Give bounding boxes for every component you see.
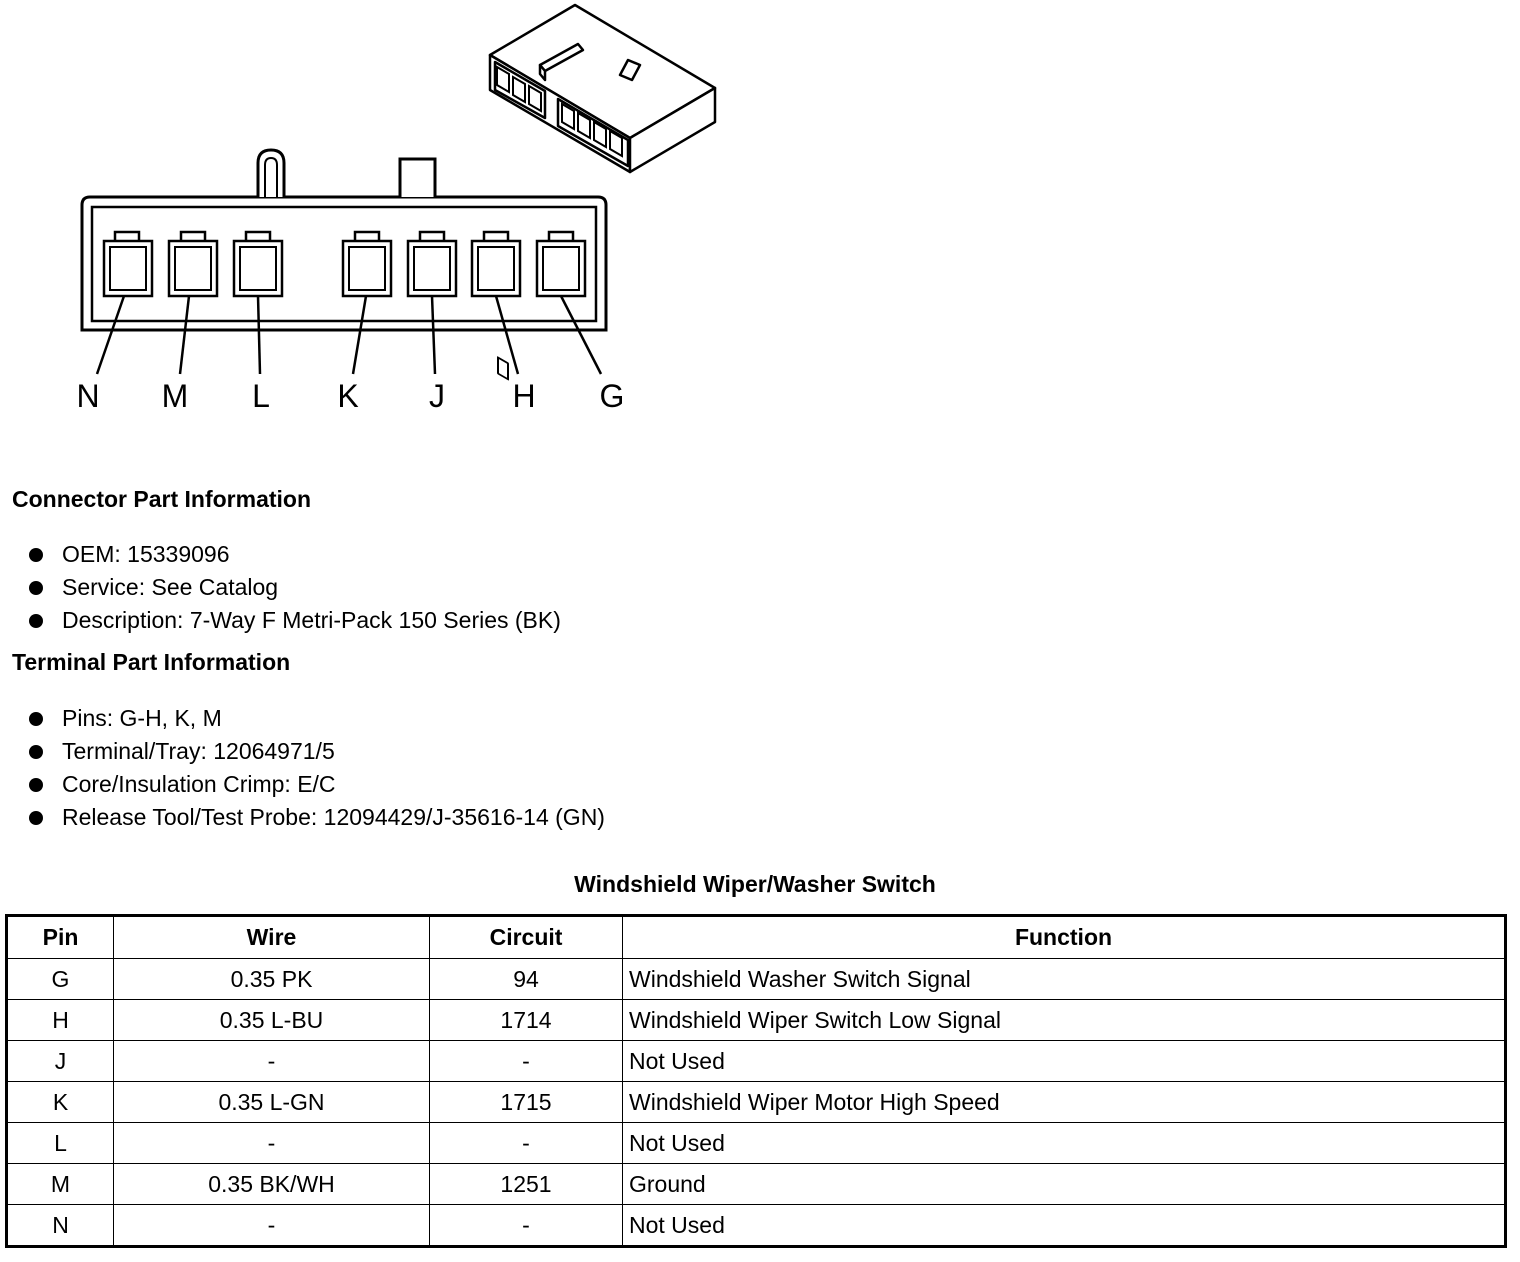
terminal-info-item: Pins: G-H, K, M [0, 702, 605, 735]
column-header-wire: Wire [114, 916, 430, 959]
wire-cell: - [114, 1041, 430, 1082]
wire-cell: 0.35 PK [114, 959, 430, 1000]
pin-label-g: G [599, 378, 625, 414]
wire-cell: - [114, 1123, 430, 1164]
pin-cell: J [7, 1041, 114, 1082]
table-row [7, 1041, 1506, 1082]
connector-info-heading: Connector Part Information [12, 486, 312, 512]
circuit-cell: 1714 [430, 1000, 623, 1041]
pin-label-h: H [512, 378, 536, 414]
pin-cell: G [7, 959, 114, 1000]
function-cell: Windshield Wiper Motor High Speed [623, 1082, 1506, 1123]
column-header-circuit: Circuit [430, 916, 623, 959]
table-title: Windshield Wiper/Washer Switch [574, 871, 936, 897]
connector-info-item: OEM: 15339096 [0, 538, 561, 571]
circuit-cell: - [430, 1205, 623, 1247]
column-header-function: Function [623, 916, 1506, 959]
cavity-n [104, 232, 152, 296]
function-cell: Windshield Washer Switch Signal [623, 959, 1506, 1000]
terminal-info-item: Core/Insulation Crimp: E/C [0, 768, 605, 801]
connector-info-list [0, 538, 561, 637]
cavity-g [537, 232, 585, 296]
function-cell: Not Used [623, 1041, 1506, 1082]
wire-cell: 0.35 BK/WH [114, 1164, 430, 1205]
cavity-k [343, 232, 391, 296]
terminal-info-heading: Terminal Part Information [12, 649, 291, 675]
function-cell: Not Used [623, 1123, 1506, 1164]
connector-info-item: Service: See Catalog [0, 571, 561, 604]
table-row [7, 1123, 1506, 1164]
connector-info-item: Description: 7-Way F Metri-Pack 150 Series (BK) [0, 604, 561, 637]
table-row [7, 959, 1506, 1000]
cavity-l [234, 232, 282, 296]
circuit-cell: 1251 [430, 1164, 623, 1205]
pin-leader-lines [97, 296, 601, 374]
pin-cell: K [7, 1082, 114, 1123]
table-row [7, 1164, 1506, 1205]
terminal-info-list [0, 702, 605, 834]
circuit-cell: 94 [430, 959, 623, 1000]
pin-labels [76, 378, 624, 414]
pin-label-n: N [76, 378, 100, 414]
circuit-cell: - [430, 1123, 623, 1164]
pin-cell: H [7, 1000, 114, 1041]
column-header-pin: Pin [7, 916, 114, 959]
cavity-m [169, 232, 217, 296]
pin-cell: N [7, 1205, 114, 1247]
function-cell: Ground [623, 1164, 1506, 1205]
pin-label-m: M [161, 378, 189, 414]
wire-cell: - [114, 1205, 430, 1247]
circuit-cell: - [430, 1041, 623, 1082]
circuit-cell: 1715 [430, 1082, 623, 1123]
table-row [7, 1000, 1506, 1041]
function-cell: Windshield Wiper Switch Low Signal [623, 1000, 1506, 1041]
pin-label-l: L [252, 378, 270, 414]
terminal-info-item: Release Tool/Test Probe: 12094429/J-35616-14 (GN) [0, 801, 605, 834]
pin-cell: L [7, 1123, 114, 1164]
wire-cell: 0.35 L-BU [114, 1000, 430, 1041]
connector-3d-view [490, 5, 715, 379]
table-row [7, 1082, 1506, 1123]
cavity-h [472, 232, 520, 296]
terminal-cavities [104, 232, 585, 296]
table-header-row [7, 916, 1506, 959]
terminal-info-item: Terminal/Tray: 12064971/5 [0, 735, 605, 768]
table-row [7, 1205, 1506, 1247]
pin-label-j: J [429, 378, 445, 414]
wire-cell: 0.35 L-GN [114, 1082, 430, 1123]
pin-cell: M [7, 1164, 114, 1205]
cavity-j [408, 232, 456, 296]
function-cell: Not Used [623, 1205, 1506, 1247]
pin-label-k: K [337, 378, 359, 414]
connector-diagram [0, 0, 760, 430]
pinout-table [5, 914, 1507, 1248]
